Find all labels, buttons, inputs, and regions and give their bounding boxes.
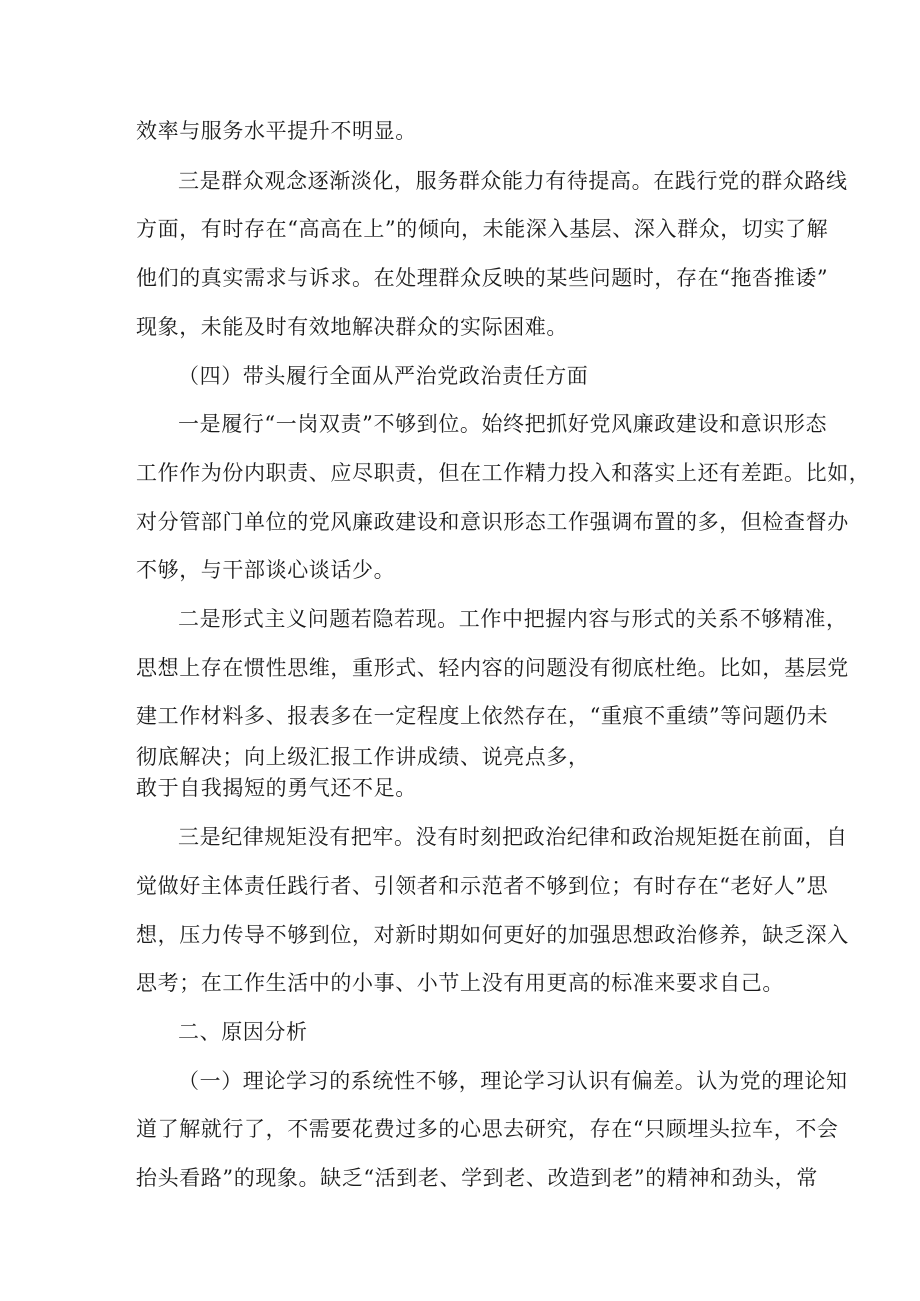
text-line: 建工作材料多、报表多在一定程度上依然存在，“重痕不重绩”等问题仍未 [136, 704, 829, 728]
text-line: 觉做好主体责任践行者、引领者和示范者不够到位；有时存在“老好人”思 [136, 874, 829, 898]
text-line: 思考；在工作生活中的小事、小节上没有用更高的标准来要求自己。 [136, 971, 784, 995]
text-line: 抬头看路”的现象。缺乏“活到老、学到老、改造到老”的精神和劲头，常 [136, 1166, 819, 1190]
section-heading: （四）带头履行全面从严治党政治责任方面 [178, 364, 589, 388]
text-line: 三是纪律规矩没有把牢。没有时刻把政治纪律和政治规矩挺在前面，自 [178, 825, 848, 849]
text-line: 彻底解决；向上级汇报工作讲成绩、说亮点多， [136, 745, 590, 769]
text-line: 思想上存在惯性思维，重形式、轻内容的问题没有彻底杜绝。比如，基层党 [136, 656, 849, 680]
text-line: 三是群众观念逐渐淡化，服务群众能力有待提高。在践行党的群众路线 [178, 169, 848, 193]
text-line: 道了解就行了，不需要花费过多的心思去研究，存在“只顾埋头拉车，不会 [136, 1117, 839, 1141]
text-line: 想，压力传导不够到位，对新时期如何更好的加强思想政治修养，缺乏深入 [136, 923, 849, 947]
section-heading: 二、原因分析 [178, 1020, 308, 1044]
text-line: 工作作为份内职责、应尽职责，但在工作精力投入和落实上还有差距。比如， [136, 461, 871, 485]
text-line: （一）理论学习的系统性不够，理论学习认识有偏差。认为党的理论知 [178, 1069, 848, 1093]
text-line: 对分管部门单位的党风廉政建设和意识形态工作强调布置的多，但检查督办 [136, 510, 849, 534]
text-line: 方面，有时存在“高高在上”的倾向，未能深入基层、深入群众，切实了解 [136, 217, 829, 241]
text-line: 效率与服务水平提升不明显。 [136, 119, 417, 143]
text-line: 现象，未能及时有效地解决群众的实际困难。 [136, 315, 568, 339]
text-line: 他们的真实需求与诉求。在处理群众反映的某些问题时，存在“拖沓推诿” [136, 266, 829, 290]
text-line: 一是履行“一岗双责”不够到位。始终把抓好党风廉政建设和意识形态 [178, 412, 828, 436]
text-line: 二是形式主义问题若隐若现。工作中把握内容与形式的关系不够精准， [178, 607, 848, 631]
text-line: 不够，与干部谈心谈话少。 [136, 558, 396, 582]
text-line: 敢于自我揭短的勇气还不足。 [136, 776, 417, 800]
